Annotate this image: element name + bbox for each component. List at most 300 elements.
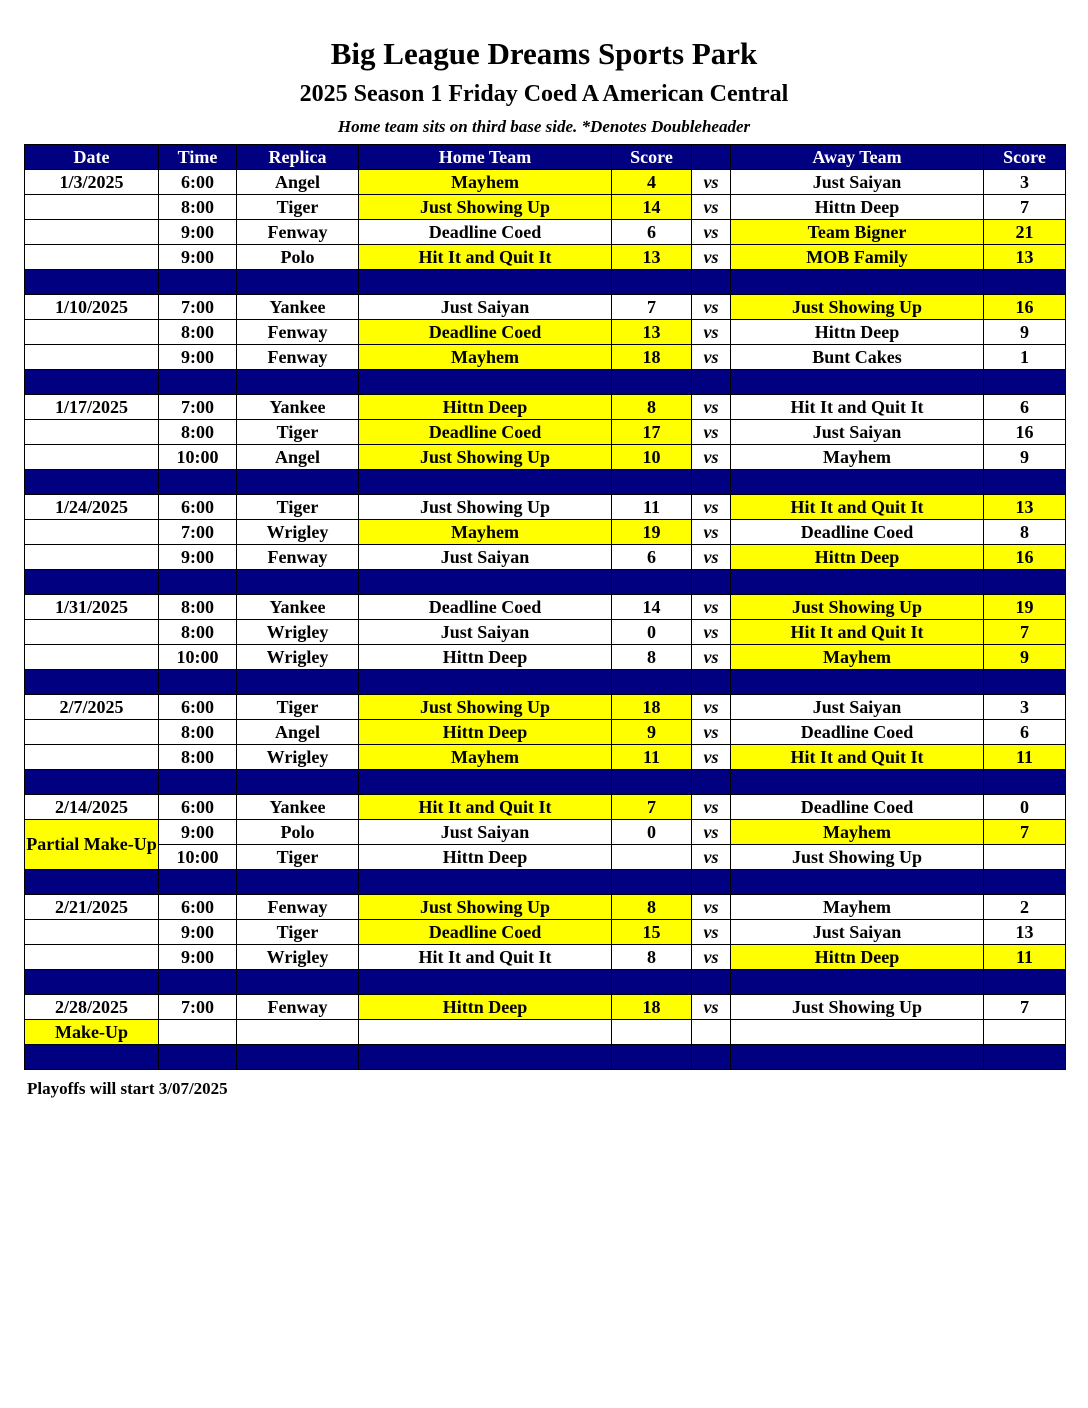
table-row [25, 345, 1066, 370]
away-score-cell: 6 [984, 395, 1066, 420]
away-team-cell: Just Showing Up [731, 295, 984, 320]
home-team-cell: Mayhem [359, 345, 612, 370]
week-separator-row [25, 470, 1066, 495]
home-team-cell: Mayhem [359, 745, 612, 770]
separator-cell [612, 570, 692, 595]
vs-cell: vs [692, 520, 731, 545]
separator-cell [159, 970, 237, 995]
table-row [25, 545, 1066, 570]
away-score-cell: 21 [984, 220, 1066, 245]
home-score-cell: 13 [612, 245, 692, 270]
home-team-cell: Just Showing Up [359, 195, 612, 220]
col-header-away-score: Score [984, 145, 1066, 170]
time-cell: 6:00 [159, 895, 237, 920]
away-team-cell: Deadline Coed [731, 795, 984, 820]
separator-cell [237, 470, 359, 495]
vs-cell: vs [692, 445, 731, 470]
time-cell: 9:00 [159, 220, 237, 245]
away-score-cell: 8 [984, 520, 1066, 545]
away-score-cell: 3 [984, 170, 1066, 195]
home-score-cell: 7 [612, 795, 692, 820]
table-row [25, 620, 1066, 645]
replica-cell: Wrigley [237, 620, 359, 645]
replica-cell: Tiger [237, 420, 359, 445]
home-team-cell: Deadline Coed [359, 220, 612, 245]
vs-cell: vs [692, 695, 731, 720]
home-team-cell: Mayhem [359, 170, 612, 195]
separator-cell [159, 270, 237, 295]
separator-cell [359, 470, 612, 495]
separator-cell [984, 870, 1066, 895]
home-score-cell: 19 [612, 520, 692, 545]
time-cell: 6:00 [159, 695, 237, 720]
vs-cell: vs [692, 170, 731, 195]
date-cell [25, 920, 159, 945]
separator-cell [237, 770, 359, 795]
date-cell [25, 345, 159, 370]
separator-cell [159, 470, 237, 495]
home-team-cell: Deadline Coed [359, 320, 612, 345]
separator-cell [731, 670, 984, 695]
time-cell: 8:00 [159, 620, 237, 645]
table-row [25, 745, 1066, 770]
separator-cell [25, 770, 159, 795]
week-separator-row [25, 770, 1066, 795]
home-score-cell: 11 [612, 745, 692, 770]
separator-cell [359, 770, 612, 795]
separator-cell [359, 1045, 612, 1070]
separator-cell [731, 470, 984, 495]
away-score-cell: 9 [984, 445, 1066, 470]
col-header-time: Time [159, 145, 237, 170]
time-cell: 10:00 [159, 645, 237, 670]
home-team-cell: Deadline Coed [359, 595, 612, 620]
vs-cell: vs [692, 245, 731, 270]
home-team-cell: Just Saiyan [359, 545, 612, 570]
date-cell: Make-Up [25, 1020, 159, 1045]
date-cell: Partial Make-Up [25, 820, 159, 870]
date-cell: 2/28/2025 [25, 995, 159, 1020]
vs-cell: vs [692, 320, 731, 345]
separator-cell [692, 1045, 731, 1070]
date-cell [25, 645, 159, 670]
time-cell: 6:00 [159, 170, 237, 195]
away-team-cell: Hit It and Quit It [731, 620, 984, 645]
table-row [25, 420, 1066, 445]
schedule-body [25, 170, 1066, 1070]
vs-cell: vs [692, 895, 731, 920]
replica-cell: Wrigley [237, 945, 359, 970]
home-team-cell: Deadline Coed [359, 420, 612, 445]
replica-cell: Fenway [237, 895, 359, 920]
vs-cell: vs [692, 420, 731, 445]
home-score-cell: 17 [612, 420, 692, 445]
date-cell [25, 545, 159, 570]
vs-cell [692, 1020, 731, 1045]
separator-cell [159, 770, 237, 795]
table-row [25, 395, 1066, 420]
table-row [25, 720, 1066, 745]
time-cell: 8:00 [159, 595, 237, 620]
replica-cell [237, 1020, 359, 1045]
away-score-cell: 9 [984, 320, 1066, 345]
vs-cell: vs [692, 220, 731, 245]
replica-cell: Angel [237, 170, 359, 195]
away-score-cell: 16 [984, 295, 1066, 320]
replica-cell: Tiger [237, 695, 359, 720]
separator-cell [25, 570, 159, 595]
separator-cell [984, 570, 1066, 595]
separator-cell [359, 970, 612, 995]
date-cell [25, 720, 159, 745]
home-team-cell: Mayhem [359, 520, 612, 545]
home-score-cell: 7 [612, 295, 692, 320]
separator-cell [159, 870, 237, 895]
week-separator-row [25, 370, 1066, 395]
separator-cell [984, 770, 1066, 795]
separator-cell [692, 270, 731, 295]
replica-cell: Angel [237, 720, 359, 745]
separator-cell [612, 370, 692, 395]
table-row [25, 995, 1066, 1020]
away-team-cell: Hit It and Quit It [731, 745, 984, 770]
separator-cell [25, 670, 159, 695]
away-team-cell: Deadline Coed [731, 720, 984, 745]
separator-cell [692, 370, 731, 395]
home-team-cell: Just Showing Up [359, 445, 612, 470]
home-score-cell: 0 [612, 620, 692, 645]
time-cell: 7:00 [159, 395, 237, 420]
table-row [25, 945, 1066, 970]
col-header-away-team: Away Team [731, 145, 984, 170]
separator-cell [237, 670, 359, 695]
vs-cell: vs [692, 845, 731, 870]
table-row [25, 445, 1066, 470]
time-cell: 10:00 [159, 845, 237, 870]
separator-cell [731, 370, 984, 395]
vs-cell: vs [692, 820, 731, 845]
away-score-cell: 6 [984, 720, 1066, 745]
separator-cell [731, 970, 984, 995]
time-cell: 9:00 [159, 245, 237, 270]
date-cell: 2/14/2025 [25, 795, 159, 820]
table-row [25, 595, 1066, 620]
away-score-cell: 16 [984, 420, 1066, 445]
vs-cell: vs [692, 795, 731, 820]
time-cell: 7:00 [159, 995, 237, 1020]
table-row [25, 845, 1066, 870]
separator-cell [984, 970, 1066, 995]
time-cell: 6:00 [159, 795, 237, 820]
time-cell: 9:00 [159, 945, 237, 970]
away-team-cell: Mayhem [731, 645, 984, 670]
separator-cell [159, 370, 237, 395]
replica-cell: Tiger [237, 920, 359, 945]
away-team-cell: Mayhem [731, 820, 984, 845]
table-row [25, 895, 1066, 920]
away-score-cell: 7 [984, 620, 1066, 645]
separator-cell [359, 270, 612, 295]
vs-cell: vs [692, 595, 731, 620]
home-score-cell: 4 [612, 170, 692, 195]
away-score-cell: 7 [984, 820, 1066, 845]
col-header-home-score: Score [612, 145, 692, 170]
vs-cell: vs [692, 620, 731, 645]
replica-cell: Tiger [237, 845, 359, 870]
separator-cell [692, 870, 731, 895]
time-cell: 9:00 [159, 545, 237, 570]
date-cell [25, 745, 159, 770]
home-score-cell: 6 [612, 545, 692, 570]
time-cell: 7:00 [159, 520, 237, 545]
separator-cell [984, 370, 1066, 395]
away-team-cell: Deadline Coed [731, 520, 984, 545]
separator-cell [984, 670, 1066, 695]
col-header-date: Date [25, 145, 159, 170]
vs-cell: vs [692, 995, 731, 1020]
home-score-cell: 11 [612, 495, 692, 520]
separator-cell [25, 270, 159, 295]
table-row [25, 520, 1066, 545]
away-score-cell: 11 [984, 945, 1066, 970]
home-score-cell: 18 [612, 995, 692, 1020]
time-cell [159, 1020, 237, 1045]
separator-cell [692, 570, 731, 595]
home-score-cell: 14 [612, 195, 692, 220]
home-score-cell: 9 [612, 720, 692, 745]
separator-cell [237, 570, 359, 595]
away-team-cell: Just Saiyan [731, 420, 984, 445]
page-subtitle: 2025 Season 1 Friday Coed A American Central [299, 81, 789, 107]
replica-cell: Yankee [237, 595, 359, 620]
time-cell: 8:00 [159, 745, 237, 770]
time-cell: 10:00 [159, 445, 237, 470]
replica-cell: Tiger [237, 195, 359, 220]
away-team-cell [731, 1020, 984, 1045]
date-cell [25, 420, 159, 445]
replica-cell: Wrigley [237, 645, 359, 670]
separator-cell [731, 570, 984, 595]
separator-cell [692, 970, 731, 995]
date-cell [25, 620, 159, 645]
vs-cell: vs [692, 295, 731, 320]
separator-cell [237, 1045, 359, 1070]
home-team-cell [359, 1020, 612, 1045]
away-team-cell: Hittn Deep [731, 195, 984, 220]
away-team-cell: Team Bigner [731, 220, 984, 245]
home-score-cell [612, 1020, 692, 1045]
time-cell: 9:00 [159, 820, 237, 845]
away-team-cell: Just Showing Up [731, 845, 984, 870]
away-team-cell: Hit It and Quit It [731, 395, 984, 420]
away-team-cell: Bunt Cakes [731, 345, 984, 370]
table-row [25, 820, 1066, 845]
col-header-replica: Replica [237, 145, 359, 170]
replica-cell: Angel [237, 445, 359, 470]
away-score-cell: 13 [984, 920, 1066, 945]
time-cell: 6:00 [159, 495, 237, 520]
separator-cell [612, 870, 692, 895]
away-score-cell: 16 [984, 545, 1066, 570]
replica-cell: Fenway [237, 995, 359, 1020]
vs-cell: vs [692, 395, 731, 420]
time-cell: 9:00 [159, 920, 237, 945]
replica-cell: Fenway [237, 320, 359, 345]
vs-cell: vs [692, 345, 731, 370]
separator-cell [984, 470, 1066, 495]
away-score-cell: 19 [984, 595, 1066, 620]
replica-cell: Wrigley [237, 520, 359, 545]
separator-cell [612, 670, 692, 695]
home-score-cell: 18 [612, 695, 692, 720]
date-cell [25, 245, 159, 270]
home-team-cell: Just Saiyan [359, 620, 612, 645]
separator-cell [731, 770, 984, 795]
home-team-cell: Hit It and Quit It [359, 245, 612, 270]
away-score-cell: 9 [984, 645, 1066, 670]
date-cell [25, 445, 159, 470]
separator-cell [159, 1045, 237, 1070]
table-row [25, 1020, 1066, 1045]
date-cell [25, 520, 159, 545]
home-score-cell: 8 [612, 945, 692, 970]
home-team-cell: Just Showing Up [359, 695, 612, 720]
separator-cell [984, 270, 1066, 295]
separator-cell [359, 870, 612, 895]
home-score-cell: 14 [612, 595, 692, 620]
date-cell: 1/31/2025 [25, 595, 159, 620]
home-team-cell: Hit It and Quit It [359, 945, 612, 970]
away-team-cell: Hittn Deep [731, 320, 984, 345]
date-cell: 2/21/2025 [25, 895, 159, 920]
home-team-cell: Hittn Deep [359, 720, 612, 745]
home-team-cell: Just Showing Up [359, 895, 612, 920]
separator-cell [612, 1045, 692, 1070]
separator-cell [731, 270, 984, 295]
week-separator-row [25, 570, 1066, 595]
away-score-cell: 13 [984, 495, 1066, 520]
separator-cell [692, 670, 731, 695]
separator-cell [237, 870, 359, 895]
home-score-cell: 15 [612, 920, 692, 945]
replica-cell: Wrigley [237, 745, 359, 770]
time-cell: 8:00 [159, 195, 237, 220]
playoffs-note: Playoffs will start 3/07/2025 [27, 1079, 228, 1098]
separator-cell [612, 770, 692, 795]
replica-cell: Yankee [237, 295, 359, 320]
table-row [25, 295, 1066, 320]
separator-cell [159, 670, 237, 695]
table-header-row [25, 145, 1066, 170]
separator-cell [25, 970, 159, 995]
separator-cell [359, 570, 612, 595]
date-cell: 2/7/2025 [25, 695, 159, 720]
vs-cell: vs [692, 745, 731, 770]
away-team-cell: Hit It and Quit It [731, 495, 984, 520]
col-header-home-team: Home Team [359, 145, 612, 170]
vs-cell: vs [692, 195, 731, 220]
schedule-note: Home team sits on third base side. *Denotes Doubleheader [337, 117, 751, 136]
separator-cell [237, 270, 359, 295]
vs-cell: vs [692, 545, 731, 570]
away-score-cell: 1 [984, 345, 1066, 370]
away-team-cell: MOB Family [731, 245, 984, 270]
home-score-cell: 18 [612, 345, 692, 370]
col-header-vs [692, 145, 731, 170]
week-separator-row [25, 670, 1066, 695]
home-score-cell [612, 845, 692, 870]
away-team-cell: Hittn Deep [731, 945, 984, 970]
table-row [25, 320, 1066, 345]
home-score-cell: 8 [612, 895, 692, 920]
table-row [25, 220, 1066, 245]
replica-cell: Fenway [237, 345, 359, 370]
away-team-cell: Mayhem [731, 445, 984, 470]
away-score-cell: 13 [984, 245, 1066, 270]
separator-cell [159, 570, 237, 595]
home-score-cell: 8 [612, 395, 692, 420]
separator-cell [612, 270, 692, 295]
table-row [25, 195, 1066, 220]
home-team-cell: Hit It and Quit It [359, 795, 612, 820]
date-cell: 1/24/2025 [25, 495, 159, 520]
separator-cell [692, 470, 731, 495]
date-cell [25, 195, 159, 220]
time-cell: 9:00 [159, 345, 237, 370]
away-team-cell: Hittn Deep [731, 545, 984, 570]
date-cell: 1/3/2025 [25, 170, 159, 195]
home-team-cell: Hittn Deep [359, 845, 612, 870]
table-row [25, 245, 1066, 270]
week-separator-row [25, 1045, 1066, 1070]
time-cell: 8:00 [159, 420, 237, 445]
vs-cell: vs [692, 720, 731, 745]
replica-cell: Yankee [237, 395, 359, 420]
week-separator-row [25, 970, 1066, 995]
separator-cell [237, 370, 359, 395]
date-cell: 1/10/2025 [25, 295, 159, 320]
page-title: Big League Dreams Sports Park [330, 36, 758, 71]
away-score-cell [984, 845, 1066, 870]
home-team-cell: Hittn Deep [359, 645, 612, 670]
table-row [25, 495, 1066, 520]
separator-cell [359, 670, 612, 695]
date-cell [25, 220, 159, 245]
separator-cell [731, 870, 984, 895]
away-team-cell: Just Showing Up [731, 995, 984, 1020]
separator-cell [984, 1045, 1066, 1070]
separator-cell [237, 970, 359, 995]
replica-cell: Fenway [237, 545, 359, 570]
away-score-cell: 3 [984, 695, 1066, 720]
home-score-cell: 13 [612, 320, 692, 345]
week-separator-row [25, 270, 1066, 295]
away-score-cell: 7 [984, 195, 1066, 220]
home-score-cell: 10 [612, 445, 692, 470]
home-team-cell: Just Saiyan [359, 295, 612, 320]
separator-cell [25, 470, 159, 495]
home-score-cell: 6 [612, 220, 692, 245]
table-row [25, 170, 1066, 195]
vs-cell: vs [692, 645, 731, 670]
week-separator-row [25, 870, 1066, 895]
replica-cell: Fenway [237, 220, 359, 245]
table-row [25, 795, 1066, 820]
date-cell: 1/17/2025 [25, 395, 159, 420]
separator-cell [25, 870, 159, 895]
vs-cell: vs [692, 920, 731, 945]
away-score-cell [984, 1020, 1066, 1045]
